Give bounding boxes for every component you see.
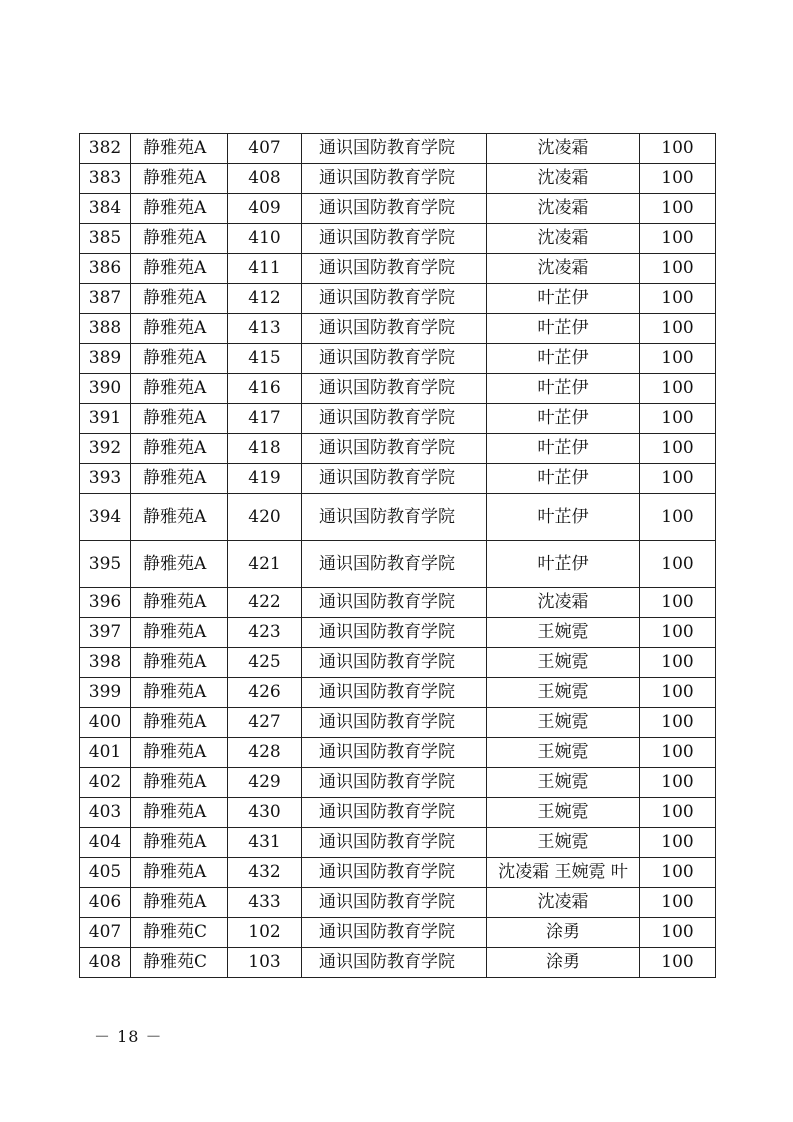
- table-row: [80, 434, 716, 464]
- building-cell: 静雅苑A: [131, 284, 228, 314]
- score-cell: 100: [640, 918, 716, 948]
- table-row: [80, 224, 716, 254]
- building-cell: 静雅苑A: [131, 464, 228, 494]
- score-cell: 100: [640, 344, 716, 374]
- teacher-cell: 叶芷伊: [487, 494, 640, 541]
- building-cell: 静雅苑A: [131, 254, 228, 284]
- score-cell: 100: [640, 768, 716, 798]
- building-cell: 静雅苑A: [131, 588, 228, 618]
- score-cell: 100: [640, 284, 716, 314]
- table-row: [80, 314, 716, 344]
- college-cell: 通识国防教育学院: [302, 738, 487, 768]
- building-cell: 静雅苑A: [131, 678, 228, 708]
- teacher-cell: 王婉霓: [487, 678, 640, 708]
- table-row: [80, 798, 716, 828]
- building-cell: 静雅苑A: [131, 194, 228, 224]
- college-cell: 通识国防教育学院: [302, 404, 487, 434]
- row-number-cell: 400: [80, 708, 131, 738]
- table-row: [80, 648, 716, 678]
- teacher-cell: 叶芷伊: [487, 464, 640, 494]
- table-body: [80, 134, 716, 978]
- score-cell: 100: [640, 858, 716, 888]
- college-cell: 通识国防教育学院: [302, 374, 487, 404]
- page-number: － 18 －: [94, 1027, 163, 1046]
- row-number-cell: 402: [80, 768, 131, 798]
- building-cell: 静雅苑A: [131, 738, 228, 768]
- college-cell: 通识国防教育学院: [302, 618, 487, 648]
- room-cell: 419: [228, 464, 302, 494]
- college-cell: 通识国防教育学院: [302, 224, 487, 254]
- room-cell: 423: [228, 618, 302, 648]
- teacher-cell: 沈凌霜: [487, 194, 640, 224]
- teacher-cell: 叶芷伊: [487, 434, 640, 464]
- teacher-cell: 沈凌霜: [487, 588, 640, 618]
- room-cell: 417: [228, 404, 302, 434]
- teacher-cell: 沈凌霜: [487, 134, 640, 164]
- room-cell: 426: [228, 678, 302, 708]
- table-row: [80, 948, 716, 978]
- room-cell: 422: [228, 588, 302, 618]
- college-cell: 通识国防教育学院: [302, 858, 487, 888]
- teacher-cell: 涂勇: [487, 948, 640, 978]
- row-number-cell: 388: [80, 314, 131, 344]
- row-number-cell: 393: [80, 464, 131, 494]
- room-cell: 421: [228, 541, 302, 588]
- college-cell: 通识国防教育学院: [302, 708, 487, 738]
- building-cell: 静雅苑A: [131, 828, 228, 858]
- college-cell: 通识国防教育学院: [302, 948, 487, 978]
- room-cell: 425: [228, 648, 302, 678]
- teacher-cell: 叶芷伊: [487, 374, 640, 404]
- building-cell: 静雅苑A: [131, 434, 228, 464]
- room-cell: 410: [228, 224, 302, 254]
- score-cell: 100: [640, 948, 716, 978]
- room-cell: 409: [228, 194, 302, 224]
- college-cell: 通识国防教育学院: [302, 828, 487, 858]
- college-cell: 通识国防教育学院: [302, 284, 487, 314]
- college-cell: 通识国防教育学院: [302, 254, 487, 284]
- room-cell: 431: [228, 828, 302, 858]
- college-cell: 通识国防教育学院: [302, 134, 487, 164]
- table-row: [80, 618, 716, 648]
- room-cell: 418: [228, 434, 302, 464]
- row-number-cell: 392: [80, 434, 131, 464]
- score-cell: 100: [640, 374, 716, 404]
- college-cell: 通识国防教育学院: [302, 798, 487, 828]
- table-row: [80, 134, 716, 164]
- table-row: [80, 768, 716, 798]
- score-cell: 100: [640, 464, 716, 494]
- score-cell: 100: [640, 194, 716, 224]
- building-cell: 静雅苑C: [131, 948, 228, 978]
- table-row: [80, 708, 716, 738]
- score-cell: 100: [640, 254, 716, 284]
- teacher-cell: 沈凌霜 王婉霓 叶: [487, 858, 640, 888]
- teacher-cell: 王婉霓: [487, 828, 640, 858]
- row-number-cell: 406: [80, 888, 131, 918]
- teacher-cell: 王婉霓: [487, 618, 640, 648]
- row-number-cell: 382: [80, 134, 131, 164]
- college-cell: 通识国防教育学院: [302, 541, 487, 588]
- table-row: [80, 888, 716, 918]
- table-row: [80, 858, 716, 888]
- college-cell: 通识国防教育学院: [302, 648, 487, 678]
- row-number-cell: 408: [80, 948, 131, 978]
- score-cell: 100: [640, 798, 716, 828]
- score-cell: 100: [640, 708, 716, 738]
- teacher-cell: 沈凌霜: [487, 224, 640, 254]
- score-cell: 100: [640, 588, 716, 618]
- building-cell: 静雅苑C: [131, 918, 228, 948]
- building-cell: 静雅苑A: [131, 648, 228, 678]
- row-number-cell: 390: [80, 374, 131, 404]
- table-row: [80, 541, 716, 588]
- table-row: [80, 284, 716, 314]
- college-cell: 通识国防教育学院: [302, 434, 487, 464]
- building-cell: 静雅苑A: [131, 374, 228, 404]
- college-cell: 通识国防教育学院: [302, 678, 487, 708]
- table-row: [80, 254, 716, 284]
- teacher-cell: 叶芷伊: [487, 541, 640, 588]
- score-cell: 100: [640, 494, 716, 541]
- table-row: [80, 738, 716, 768]
- building-cell: 静雅苑A: [131, 858, 228, 888]
- room-cell: 428: [228, 738, 302, 768]
- table-row: [80, 678, 716, 708]
- room-cell: 412: [228, 284, 302, 314]
- room-cell: 433: [228, 888, 302, 918]
- building-cell: 静雅苑A: [131, 344, 228, 374]
- row-number-cell: 391: [80, 404, 131, 434]
- teacher-cell: 叶芷伊: [487, 344, 640, 374]
- table-row: [80, 918, 716, 948]
- college-cell: 通识国防教育学院: [302, 918, 487, 948]
- teacher-cell: 沈凌霜: [487, 888, 640, 918]
- teacher-cell: 王婉霓: [487, 768, 640, 798]
- row-number-cell: 396: [80, 588, 131, 618]
- row-number-cell: 404: [80, 828, 131, 858]
- inspection-score-table: [79, 133, 716, 978]
- college-cell: 通识国防教育学院: [302, 588, 487, 618]
- room-cell: 432: [228, 858, 302, 888]
- table-row: [80, 194, 716, 224]
- building-cell: 静雅苑A: [131, 708, 228, 738]
- score-cell: 100: [640, 314, 716, 344]
- teacher-cell: 叶芷伊: [487, 314, 640, 344]
- building-cell: 静雅苑A: [131, 768, 228, 798]
- row-number-cell: 385: [80, 224, 131, 254]
- room-cell: 427: [228, 708, 302, 738]
- score-cell: 100: [640, 828, 716, 858]
- table-row: [80, 588, 716, 618]
- row-number-cell: 403: [80, 798, 131, 828]
- row-number-cell: 384: [80, 194, 131, 224]
- building-cell: 静雅苑A: [131, 541, 228, 588]
- building-cell: 静雅苑A: [131, 134, 228, 164]
- teacher-cell: 涂勇: [487, 918, 640, 948]
- college-cell: 通识国防教育学院: [302, 314, 487, 344]
- row-number-cell: 397: [80, 618, 131, 648]
- teacher-cell: 王婉霓: [487, 708, 640, 738]
- college-cell: 通识国防教育学院: [302, 768, 487, 798]
- score-cell: 100: [640, 134, 716, 164]
- table-row: [80, 164, 716, 194]
- teacher-cell: 王婉霓: [487, 648, 640, 678]
- building-cell: 静雅苑A: [131, 494, 228, 541]
- score-cell: 100: [640, 738, 716, 768]
- room-cell: 430: [228, 798, 302, 828]
- table-row: [80, 464, 716, 494]
- table-row: [80, 494, 716, 541]
- room-cell: 407: [228, 134, 302, 164]
- teacher-cell: 叶芷伊: [487, 284, 640, 314]
- room-cell: 411: [228, 254, 302, 284]
- row-number-cell: 389: [80, 344, 131, 374]
- college-cell: 通识国防教育学院: [302, 464, 487, 494]
- college-cell: 通识国防教育学院: [302, 344, 487, 374]
- row-number-cell: 405: [80, 858, 131, 888]
- college-cell: 通识国防教育学院: [302, 164, 487, 194]
- room-cell: 416: [228, 374, 302, 404]
- row-number-cell: 401: [80, 738, 131, 768]
- teacher-cell: 叶芷伊: [487, 404, 640, 434]
- building-cell: 静雅苑A: [131, 224, 228, 254]
- row-number-cell: 398: [80, 648, 131, 678]
- room-cell: 420: [228, 494, 302, 541]
- table-row: [80, 344, 716, 374]
- table-row: [80, 828, 716, 858]
- score-cell: 100: [640, 888, 716, 918]
- score-cell: 100: [640, 541, 716, 588]
- table-row: [80, 374, 716, 404]
- teacher-cell: 王婉霓: [487, 798, 640, 828]
- score-cell: 100: [640, 678, 716, 708]
- room-cell: 429: [228, 768, 302, 798]
- building-cell: 静雅苑A: [131, 404, 228, 434]
- teacher-cell: 沈凌霜: [487, 254, 640, 284]
- row-number-cell: 395: [80, 541, 131, 588]
- college-cell: 通识国防教育学院: [302, 888, 487, 918]
- room-cell: 415: [228, 344, 302, 374]
- score-cell: 100: [640, 648, 716, 678]
- building-cell: 静雅苑A: [131, 314, 228, 344]
- building-cell: 静雅苑A: [131, 798, 228, 828]
- row-number-cell: 399: [80, 678, 131, 708]
- teacher-cell: 沈凌霜: [487, 164, 640, 194]
- teacher-cell: 王婉霓: [487, 738, 640, 768]
- score-cell: 100: [640, 224, 716, 254]
- room-cell: 408: [228, 164, 302, 194]
- college-cell: 通识国防教育学院: [302, 494, 487, 541]
- college-cell: 通识国防教育学院: [302, 194, 487, 224]
- score-cell: 100: [640, 618, 716, 648]
- table-row: [80, 404, 716, 434]
- score-cell: 100: [640, 434, 716, 464]
- row-number-cell: 394: [80, 494, 131, 541]
- room-cell: 413: [228, 314, 302, 344]
- room-cell: 102: [228, 918, 302, 948]
- row-number-cell: 407: [80, 918, 131, 948]
- building-cell: 静雅苑A: [131, 888, 228, 918]
- score-cell: 100: [640, 164, 716, 194]
- row-number-cell: 386: [80, 254, 131, 284]
- score-cell: 100: [640, 404, 716, 434]
- row-number-cell: 383: [80, 164, 131, 194]
- building-cell: 静雅苑A: [131, 164, 228, 194]
- room-cell: 103: [228, 948, 302, 978]
- row-number-cell: 387: [80, 284, 131, 314]
- building-cell: 静雅苑A: [131, 618, 228, 648]
